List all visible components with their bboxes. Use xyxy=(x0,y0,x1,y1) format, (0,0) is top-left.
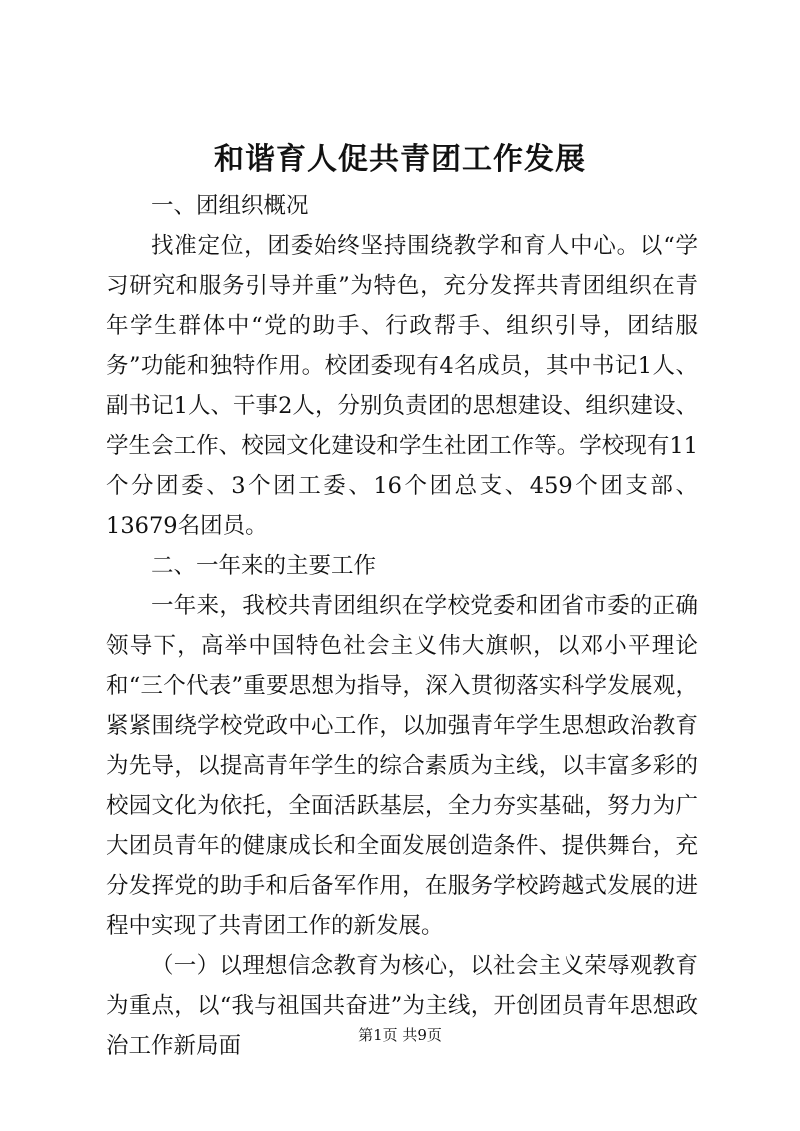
section-heading-main-work: 二、一年来的主要工作 xyxy=(151,553,377,579)
page-footer: 第1页 共9页 xyxy=(358,1026,442,1044)
paragraph-main-work: 一年来，我校共青团组织在学校党委和团省市委的正确领导下，高举中国特色社会主义伟大旗帜，以邓小平理论和“三个代表”重要思想为指导，深入贯彻落实科学发展观，紧紧围绕学校党政中心工作，以加强青年学生思想政治教育为先导，以提高青年学生的综合素质为主线，以丰富多彩的校园文化为依托，全面活跃基层，全力夯实基础，努力为广大团员青年的健康成长和全面发展创造条件、提供舞台，充分发挥党的助手和后备军作用，在服务学校跨越式发展的进程中实现了共青团工作的新发展。 xyxy=(106,593,698,939)
paragraph-overview: 找准定位，团委始终坚持围绕教学和育人中心。以“学习研究和服务引导并重”为特色，充分发挥共青团组织在青年学生群体中“党的助手、行政帮手、组织引导，团结服务”功能和独特作用。校团委现有4名成员，其中书记1人、副书记1人、干事2人，分别负责团的思想建设、组织建设、学生会工作、校园文化建设和学生社团工作等。学校现有11个分团委、3个团工委、16个团总支、459个团支部、13679名团员。 xyxy=(106,233,698,539)
document-title: 和谐育人促共青团工作发展 xyxy=(214,142,586,177)
section-heading-overview: 一、团组织概况 xyxy=(151,193,309,219)
document-body xyxy=(106,186,698,1066)
subsection-heading-1: （一）以理想信念教育为核心，以社会主义荣辱观教育为重点，以“我与祖国共奋进”为主线，开创团员青年思想政治工作新局面 xyxy=(106,953,698,1059)
